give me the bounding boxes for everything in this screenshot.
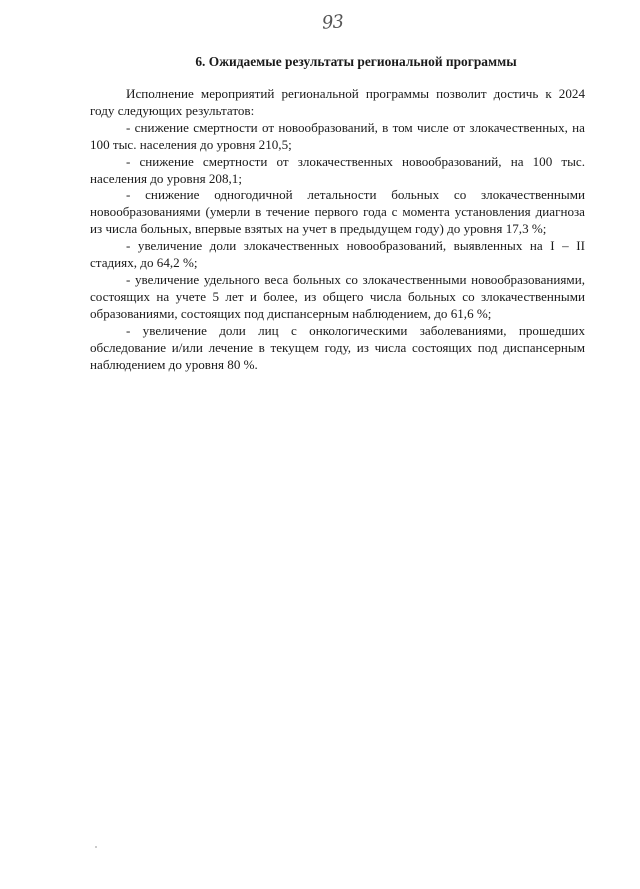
- result-item: - снижение одногодичной летальности больных со злокачественными новообразованиями (умерли в течение первого года с момента установления диагноза из числа больных, впервые взятых на учет в предыдущем году) до уровня 17,3 %;: [90, 187, 585, 237]
- result-item: - снижение смертности от злокачественных новообразований, на 100 тыс. населения до уровня 208,1;: [90, 153, 585, 186]
- section-heading: 6. Ожидаемые результаты региональной программы: [195, 54, 517, 69]
- result-item: - увеличение доли злокачественных новообразований, выявленных на I – II стадиях, до 64,2 %;: [90, 238, 585, 271]
- result-item: - снижение смертности от новообразований, в том числе от злокачественных, на 100 тыс. населения до уровня 210,5;: [90, 119, 585, 152]
- scan-speck: [95, 846, 97, 848]
- result-item: - увеличение доли лиц с онкологическими заболеваниями, прошедших обследование и/или лечение в текущем году, из числа состоящих под диспансерным наблюдением до уровня 80 %.: [90, 322, 585, 372]
- intro-paragraph: Исполнение мероприятий региональной программы позволит достичь к 2024 году следующих результатов:: [90, 86, 585, 118]
- document-body: [90, 86, 585, 373]
- page-number: 93: [321, 11, 344, 34]
- result-item: - увеличение удельного веса больных со злокачественными новообразованиями, состоящих на учете 5 лет и более, из общего числа больных со злокачественными образованиями, состоящих под диспансерным наблюдением, до 61,6 %;: [90, 271, 585, 321]
